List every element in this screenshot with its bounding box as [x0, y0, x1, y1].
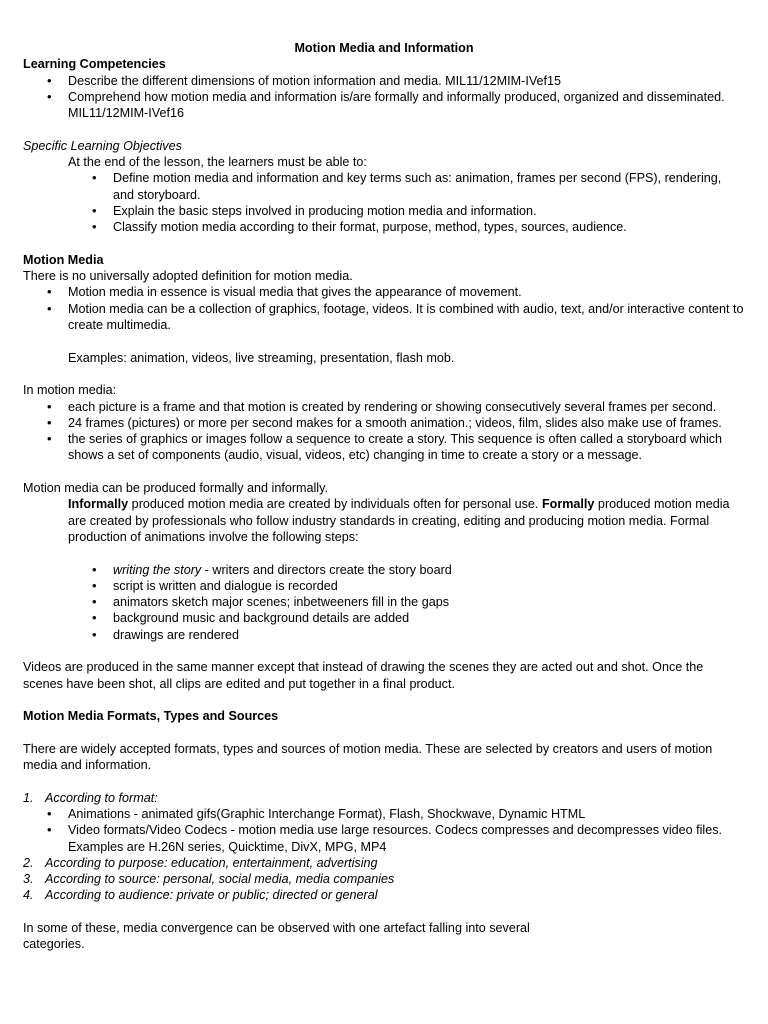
in-motion-media-list — [23, 399, 745, 464]
motion-media-examples: Examples: animation, videos, live streaming, presentation, flash mob. — [68, 350, 455, 365]
formally-term: Formally — [541, 497, 595, 512]
closing-paragraph: In some of these, media convergence can be observed with one artefact falling into several categories. — [23, 921, 530, 952]
videos-note: Videos are produced in the same manner except that instead of drawing the scenes they are acted out and shot. Once the scenes have been shot, all clips are edited and put together in a final product. — [23, 660, 704, 691]
list-item: • Comprehend how motion media and information is/are formally and informally produced, organized and disseminated. MIL11/12MIM-IVef16 — [23, 89, 745, 122]
list-item — [68, 594, 745, 610]
formats-numbered-list — [23, 790, 745, 806]
production-steps-list — [23, 562, 745, 643]
objectives-intro: At the end of the lesson, the learners must be able to: — [68, 155, 367, 170]
list-item: • Animations - animated gifs(Graphic Interchange Format), Flash, Shockwave, Dynamic HTML — [23, 806, 745, 822]
step-italic: writing the story — [113, 562, 202, 577]
list-item — [68, 578, 745, 594]
list-item: • 24 frames (pictures) or more per second makes for a smooth animation.; videos, film, slides also make use of frames. — [23, 415, 745, 431]
learning-competencies-list — [23, 73, 745, 122]
formats-intro: There are widely accepted formats, types and sources of motion media. These are selected by creators and users of motion media and information. — [23, 741, 713, 773]
formats-heading: Motion Media Formats, Types and Sources — [23, 709, 279, 724]
list-item — [68, 562, 745, 578]
list-item: • the series of graphics or images follow a sequence to create a story. This sequence is often called a storyboard which shows a set of components (audio, visual, videos, etc) changing in time to create a story or a message. — [23, 431, 745, 464]
list-number: 2. — [23, 855, 34, 870]
page-title: Motion Media and Information — [294, 41, 474, 55]
objectives-heading: Specific Learning Objectives — [23, 138, 182, 153]
formally-text: produced motion media are created by professionals who follow industry standards in creating, editing and producing motion media. Formal production of animations involve the following steps: — [68, 497, 730, 544]
list-item: • Video formats/Video Codecs - motion media use large resources. Codecs compresses and decompresses video files. Examples are H.26N series, Quicktime, DivX, MPG, MP4 — [23, 822, 745, 855]
in-motion-media-intro: In motion media: — [23, 383, 117, 398]
production-intro: Motion media can be produced formally and informally. — [23, 481, 328, 496]
learning-competencies-heading: Learning Competencies — [23, 57, 166, 72]
step-text: drawings are rendered — [113, 627, 240, 642]
informally-text: produced motion media are created by individuals often for personal use. — [128, 497, 542, 512]
format-items-list — [23, 806, 745, 855]
list-text: According to audience: private or public; directed or general — [45, 888, 378, 903]
motion-media-intro: There is no universally adopted definition for motion media. — [23, 269, 353, 284]
list-item — [23, 887, 745, 903]
list-text: According to source: personal, social media, media companies — [45, 872, 395, 887]
step-text: background music and background details are added — [113, 611, 410, 626]
list-item: • Motion media in essence is visual media that gives the appearance of movement. — [23, 284, 745, 300]
list-text: According to purpose: education, entertainment, advertising — [45, 855, 378, 870]
motion-media-heading: Motion Media — [23, 252, 104, 267]
formats-numbered-list-continued — [23, 855, 745, 904]
step-text: - writers and directors create the story board — [201, 562, 452, 577]
list-item: • each picture is a frame and that motion is created by rendering or showing consecutively several frames per second. — [23, 399, 745, 415]
list-item — [23, 855, 745, 871]
list-number: 4. — [23, 888, 34, 903]
list-item — [23, 790, 745, 806]
list-item — [68, 610, 745, 626]
motion-media-list — [23, 284, 745, 333]
list-text: According to format: — [45, 790, 158, 805]
list-item: • Motion media can be a collection of graphics, footage, videos. It is combined with audio, text, and/or interactive content to create multimedia. — [23, 301, 745, 334]
production-paragraph — [23, 496, 745, 545]
list-number: 1. — [23, 790, 34, 805]
list-item: • Explain the basic steps involved in producing motion media and information. — [68, 203, 745, 219]
step-text: animators sketch major scenes; inbetweeners fill in the gaps — [113, 595, 449, 610]
list-item — [23, 871, 745, 887]
informally-term: Informally — [68, 497, 129, 512]
list-number: 3. — [23, 872, 34, 887]
list-item — [68, 627, 745, 643]
list-item: • Define motion media and information and key terms such as: animation, frames per second (FPS), rendering, and storyboard. — [68, 170, 745, 203]
objectives-list — [23, 170, 745, 235]
list-item: • Describe the different dimensions of motion information and media. MIL11/12MIM-IVef15 — [23, 73, 745, 89]
list-item: • Classify motion media according to their format, purpose, method, types, sources, audience. — [68, 219, 745, 235]
step-text: script is written and dialogue is recorded — [113, 578, 338, 593]
